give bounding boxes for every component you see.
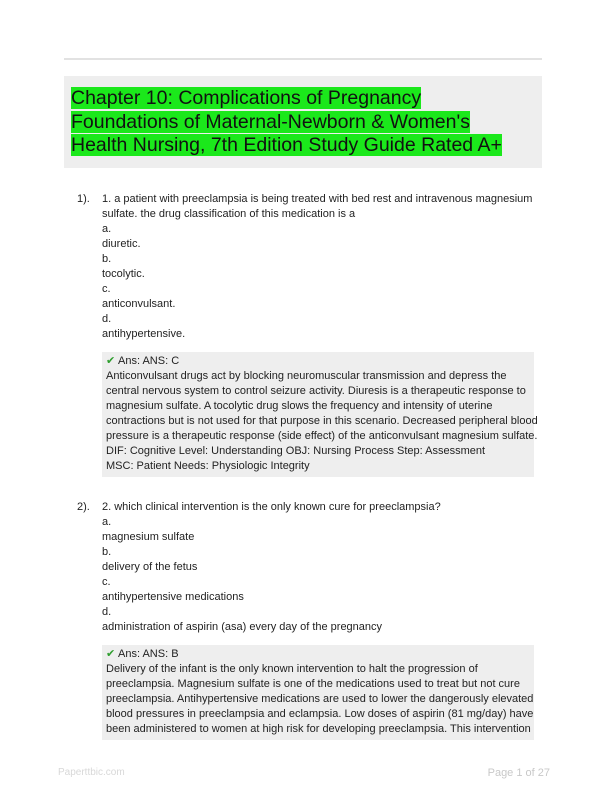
title-line-1: Chapter 10: Complications of Pregnancy <box>71 87 422 109</box>
question-number: 2). <box>77 501 90 513</box>
top-divider <box>64 58 542 60</box>
option-letter: d. <box>102 313 112 325</box>
title-line-2: Foundations of Maternal-Newborn & Women's <box>71 110 470 133</box>
title-line-3: Health Nursing, 7th Edition Study Guide Rated A+ <box>71 134 502 156</box>
check-icon: ✔ <box>106 355 116 367</box>
option-text: antihypertensive. <box>102 328 186 340</box>
option-text: delivery of the fetus <box>102 561 198 573</box>
answer-label: Ans: ANS: B <box>118 648 179 660</box>
explanation-line: central nervous system to control seizure activity. Diuresis is a therapeutic response to <box>106 385 526 397</box>
question-line: 2. which clinical intervention is the only known cure for preeclampsia? <box>102 501 441 513</box>
explanation-line: DIF: Cognitive Level: Understanding OBJ: Nursing Process Step: Assessment <box>106 445 486 457</box>
option-letter: a. <box>102 516 112 528</box>
answer-box <box>102 352 538 477</box>
option-text: administration of aspirin (asa) every day of the pregnancy <box>102 621 383 633</box>
explanation-line: blood pressures in preeclampsia and eclampsia. Low doses of aspirin (81 mg/day) have <box>106 708 534 720</box>
explanation-line: contractions but is not used for that purpose in this scenario. Decreased peripheral blood <box>106 415 538 427</box>
question-body <box>102 500 542 635</box>
question-line: sulfate. the drug classification of this medication is a <box>102 208 356 220</box>
question-number: 1). <box>77 193 90 205</box>
option-letter: d. <box>102 606 112 618</box>
option-letter: c. <box>102 576 111 588</box>
option-text: diuretic. <box>102 238 141 250</box>
option-letter: c. <box>102 283 111 295</box>
explanation-line: Delivery of the infant is the only known intervention to halt the progression of <box>106 663 478 675</box>
answer-label: Ans: ANS: C <box>118 355 180 367</box>
explanation-line: pressure is a therapeutic response (side effect) of the anticonvulsant magnesium sulfate. <box>106 430 538 442</box>
explanation-line: Anticonvulsant drugs act by blocking neuromuscular transmission and depress the <box>106 370 507 382</box>
option-letter: b. <box>102 546 112 558</box>
option-text: anticonvulsant. <box>102 298 176 310</box>
option-text: magnesium sulfate <box>102 531 195 543</box>
answer-box <box>102 645 534 740</box>
page-indicator: Page 1 of 27 <box>487 767 550 779</box>
option-text: antihypertensive medications <box>102 591 244 603</box>
check-icon: ✔ <box>106 648 116 660</box>
footer-site-watermark: Paperttbic.com <box>58 767 125 778</box>
option-letter: b. <box>102 253 112 265</box>
question-line: 1. a patient with preeclampsia is being treated with bed rest and intravenous magnesium <box>102 193 533 205</box>
explanation-line: preeclampsia. Antihypertensive medications are used to lower the dangerously elevated <box>106 693 534 705</box>
question-body <box>102 192 542 342</box>
option-text: tocolytic. <box>102 268 145 280</box>
explanation-line: been administered to women at high risk for developing preeclampsia. This intervention <box>106 723 531 735</box>
explanation-line: MSC: Patient Needs: Physiologic Integrity <box>106 460 310 472</box>
document-title <box>71 87 541 158</box>
option-letter: a. <box>102 223 112 235</box>
explanation-line: magnesium sulfate. A tocolytic drug slows the frequency and intensity of uterine <box>106 400 493 412</box>
explanation-line: preeclampsia. Magnesium sulfate is one of the medications used to treat but not cure <box>106 678 520 690</box>
